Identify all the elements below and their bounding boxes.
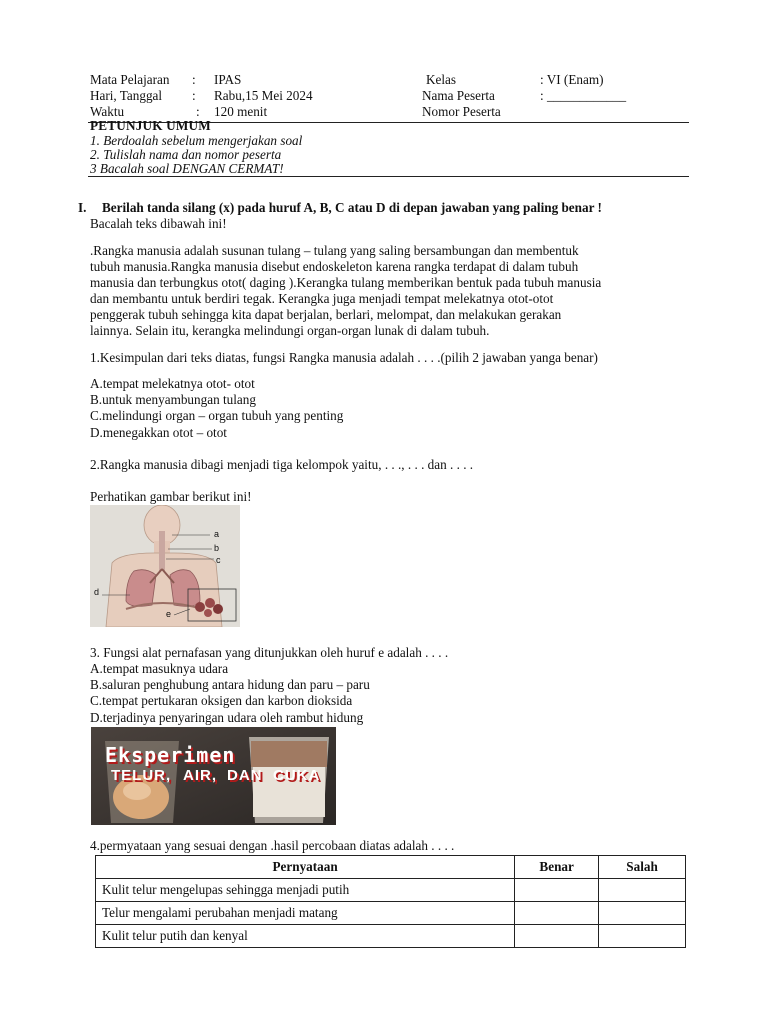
experiment-title: Eksperimen [105,743,236,767]
respiratory-diagram-image [90,505,240,627]
participant-number-label: Nomor Peserta [422,104,501,119]
diagram-label-e: e [166,609,172,619]
read-instruction: Bacalah teks dibawah ini! [90,216,227,231]
passage-line: dan membantu untuk berdiri tegak. Kerangka juga menjadi tempat melekatnya otot-otot [90,291,554,306]
diagram-label-b: b [214,543,220,553]
passage-line: .Rangka manusia adalah susunan tulang – tulang yang saling bersambungan dan membentuk [90,243,579,258]
passage-line: manusia dan terbungkus otot( daging ).Kerangka tulang memberikan bentuk pada tubuh manusia [90,275,602,290]
experiment-word-egg: TELUR, [111,767,172,784]
column-header-statement: Pernyataan [96,856,515,879]
table-row [96,925,686,948]
date-value: Rabu,15 Mei 2024 [214,88,313,103]
instruction-item: 2. Tulislah nama dan nomor peserta [90,147,282,162]
table-row [96,879,686,902]
statement-cell: Kulit telur mengelupas sehingga menjadi putih [96,879,515,902]
experiment-word-vinegar: CUKA [273,767,321,784]
true-answer-cell[interactable] [515,925,599,948]
passage-line: tubuh manusia.Rangka manusia disebut endoskeleton karena rangka terdapat di dalam tubuh [90,259,579,274]
answer-table [95,855,686,948]
section-title: Berilah tanda silang (x) pada huruf A, B, C atau D di depan jawaban yang paling benar ! [102,200,602,215]
column-header-false: Salah [599,856,686,879]
date-label: Hari, Tanggal [90,88,163,103]
instructions-title: PETUNJUK UMUM [90,118,211,133]
passage-line: penggerak tubuh sehingga kita dapat berjalan, berlari, melompat, dan melakukan gerakan [90,307,562,322]
q1-option-b[interactable]: B.untuk menyambungan tulang [90,392,256,407]
statement-cell: Kulit telur putih dan kenyal [96,925,515,948]
passage-line: lainnya. Selain itu, kerangka melindungi organ-organ lunak di dalam tubuh. [90,323,490,338]
experiment-photo [91,727,336,825]
subject-label: Mata Pelajaran [90,72,170,87]
time-value: 120 menit [214,104,268,119]
class-label: Kelas [426,72,457,87]
q1-option-c[interactable]: C.melindungi organ – organ tubuh yang penting [90,408,344,423]
question-2: 2.Rangka manusia dibagi menjadi tiga kelompok yaitu, . . ., . . . dan . . . . [90,457,474,472]
q3-option-c[interactable]: C.tempat pertukaran oksigen dan karbon dioksida [90,693,353,708]
question-4: 4.permyataan yang sesuai dengan .hasil percobaan diatas adalah . . . . [90,838,455,853]
participant-name-field: : ____________ [540,88,627,103]
respiratory-diagram [90,505,240,627]
q1-option-a[interactable]: A.tempat melekatnya otot- otot [90,376,255,391]
subject-separator: : [192,72,196,87]
false-answer-cell[interactable] [599,902,686,925]
question-3: 3. Fungsi alat pernafasan yang ditunjukkan oleh huruf e adalah . . . . [90,645,449,660]
experiment-word-water: AIR, [183,767,217,784]
section-numeral: I. [78,200,87,215]
class-value: : VI (Enam) [540,72,604,87]
diagram-label-d: d [94,587,100,597]
question-1: 1.Kesimpulan dari teks diatas, fungsi Rangka manusia adalah . . . .(pilih 2 jawaban yanga benar) [90,350,598,365]
instruction-item: 1. Berdoalah sebelum mengerjakan soal [90,133,303,148]
diagram-label-a: a [214,529,220,539]
date-separator: : [192,88,196,103]
q3-option-a[interactable]: A.tempat masuknya udara [90,661,229,676]
time-separator: : [196,104,200,119]
true-answer-cell[interactable] [515,902,599,925]
q1-option-d[interactable]: D.menegakkan otot – otot [90,425,227,440]
statement-cell: Telur mengalami perubahan menjadi matang [96,902,515,925]
q3-option-d[interactable]: D.terjadinya penyaringan udara oleh rambut hidung [90,710,364,725]
experiment-word-and: DAN [227,767,263,784]
diagram-label-c: c [216,555,221,565]
table-row [96,902,686,925]
column-header-true: Benar [515,856,599,879]
subject-value: IPAS [214,72,242,87]
figure-prompt: Perhatikan gambar berikut ini! [90,489,252,504]
time-label: Waktu [90,104,125,119]
q3-option-b[interactable]: B.saluran penghubung antara hidung dan paru – paru [90,677,370,692]
participant-name-label: Nama Peserta [422,88,495,103]
table-header-row [96,856,686,879]
instructions-divider [88,176,689,177]
false-answer-cell[interactable] [599,879,686,902]
instruction-item: 3 Bacalah soal DENGAN CERMAT! [90,161,284,176]
false-answer-cell[interactable] [599,925,686,948]
true-answer-cell[interactable] [515,879,599,902]
